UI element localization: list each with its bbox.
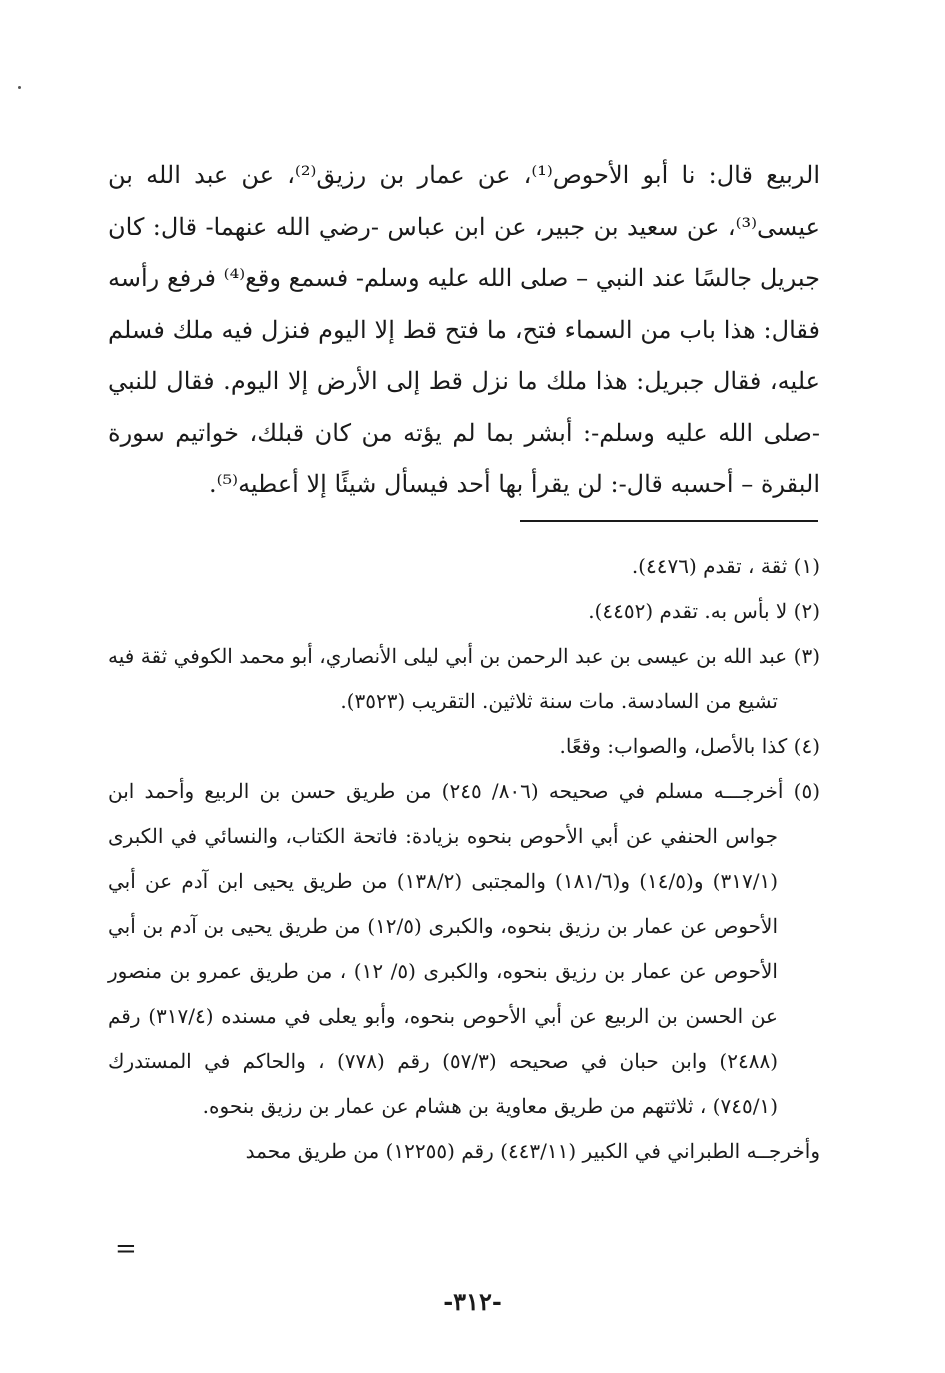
footnote-separator	[520, 520, 818, 522]
footnote-5: (٥) أخرجـــه مسلم في صحيحه (٨٠٦/ ٢٤٥) من طريق حسن بن الربيع وأحمد ابن جواس الحنفي عن أبي الأحوص بنحوه بزيادة: فاتحة الكتاب، والنسائي في الكبرى (٣١٧/١) و(١٤/٥) و(١٨١/٦) والمجتبى (١٣٨/٢) من طريق يحيى ابن آدم عن أبي الأحوص عن عمار بن رزيق بنحوه، والكبرى (١٢/٥) من طريق يحيى بن آدم بن أبي الأحوص عن عمار بن رزيق بنحوه، والكبرى (٥/ ١٢) ، من طريق عمرو بن منصور عن الحسن بن الربيع عن أبي الأحوص بنحوه، وأبو يعلى في مسنده (٣١٧/٤) رقم (٢٤٨٨) وابن حبان في صحيحه (٥٧/٣) رقم (٧٧٨) ، والحاكم في المستدرك (٧٤٥/١) ، ثلاثتهم من طريق معاوية بن هشام عن عمار بن رزيق بنحوه.	[108, 779, 820, 1118]
continuation-mark: =	[115, 1234, 137, 1264]
page-number: -٣١٢-	[443, 1287, 502, 1316]
footnote-5-continuation: وأخرجــه الطبراني في الكبير (٤٤٣/١١) رقم (١٢٢٥٥) من طريق محمد	[245, 1139, 820, 1163]
main-text	[108, 150, 820, 511]
main-paragraph: الربيع قال: نا أبو الأحوص⁽¹⁾، عن عمار بن رزيق⁽²⁾، عن عبد الله بن عيسى⁽³⁾، عن سعيد بن جبير، عن ابن عباس -رضي الله عنهما- قال: كان جبريل جالسًا عند النبي – صلى الله عليه وسلم- فسمع وقع⁽⁴⁾ فرفع رأسه فقال: هذا باب من السماء فتح، ما فتح قط إلا اليوم فنزل فيه ملك فسلم عليه، فقال جبريل: هذا ملك ما نزل قط إلى الأرض إلا اليوم. فقال للنبي -صلى الله عليه وسلم-: أبشر بما لم يؤته من كان قبلك، خواتيم سورة البقرة – أحسبه قال-: لن يقرأ بها أحد فيسأل شيئًا إلا أعطيه⁽⁵⁾.	[108, 161, 821, 498]
scan-speck	[18, 86, 21, 89]
footnote-1: (١) ثقة ، تقدم (٤٤٧٦).	[631, 554, 820, 578]
footnote-4: (٤) كذا بالأصل، والصواب: وقعًا.	[559, 734, 820, 758]
footnote-2: (٢) لا بأس به. تقدم (٤٤٥٢).	[588, 599, 820, 623]
footnotes	[108, 544, 820, 1174]
footnote-3: (٣) عبد الله بن عيسى بن عبد الرحمن بن أبي ليلى الأنصاري، أبو محمد الكوفي ثقة فيه تشيع من السادسة. مات سنة ثلاثين. التقريب (٣٥٢٣).	[108, 644, 820, 713]
